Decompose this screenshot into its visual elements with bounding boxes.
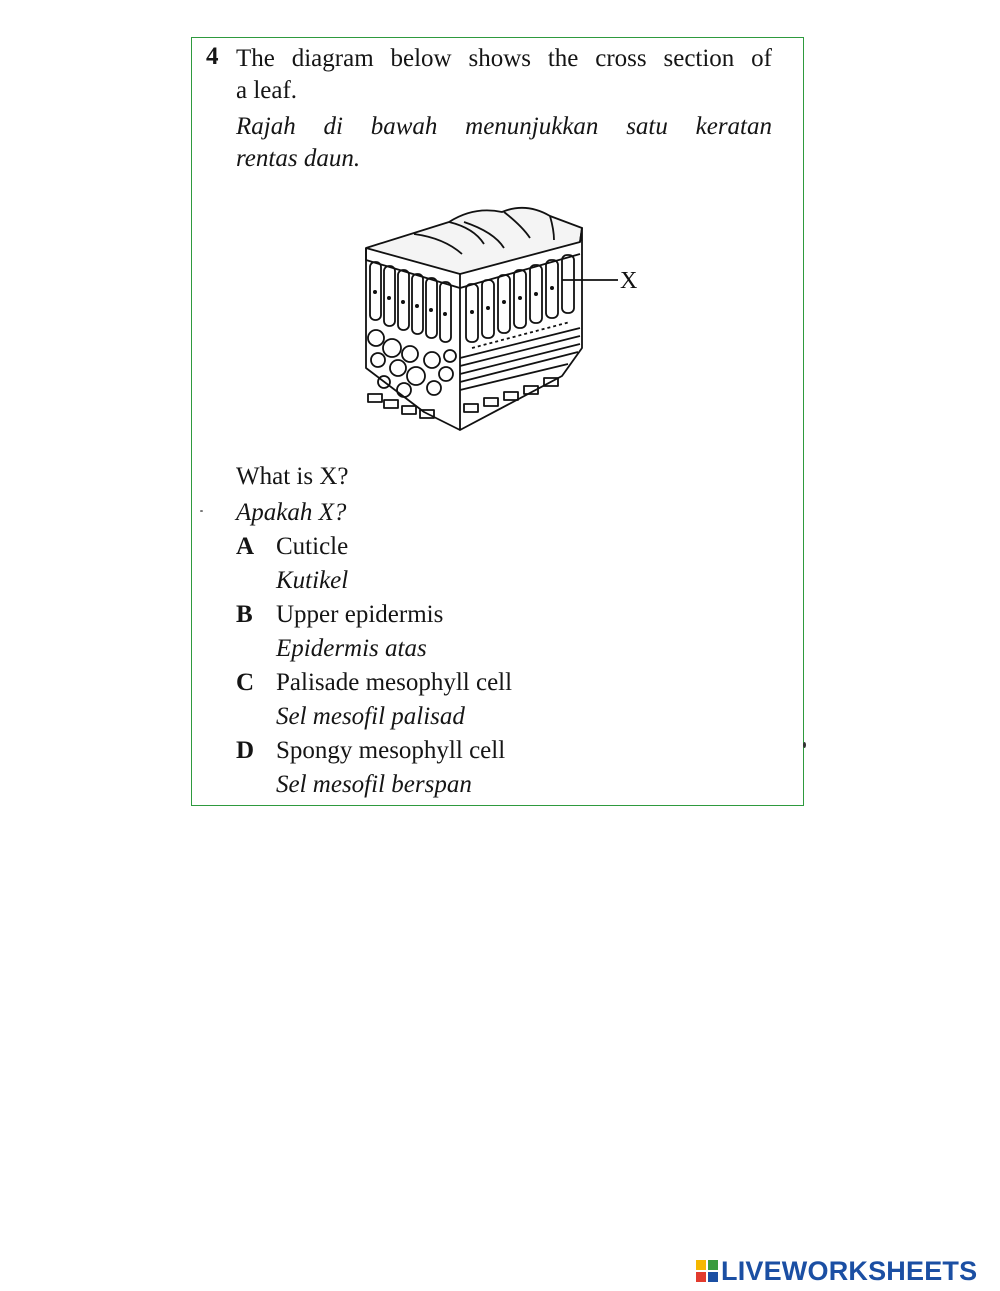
liveworksheets-logo[interactable] (696, 1255, 977, 1287)
question-stem-english (236, 43, 772, 107)
liveworksheets-wordmark: LIVEWORKSHEETS (721, 1255, 978, 1286)
question-stem-malay (236, 111, 772, 175)
option-d-text: Spongy mesophyll cell (276, 737, 506, 764)
option-c-text-malay: Sel mesofil palisad (276, 703, 465, 730)
spongy-mesophyll-cells (368, 330, 456, 397)
question-box (191, 37, 804, 806)
diagram-label-x: X (620, 268, 638, 294)
stem-ms-line-2: rentas daun. (236, 145, 361, 172)
option-c-letter: C (236, 669, 255, 696)
option-a-letter: A (236, 533, 255, 560)
stem-ms-line-1: Rajah di bawah menunjukkan satu keratan (236, 113, 772, 140)
option-a-text: Cuticle (276, 533, 349, 560)
stem-en-line-1: The diagram below shows the cross section of (236, 45, 772, 72)
option-d-letter: D (236, 737, 255, 764)
option-c-text: Palisade mesophyll cell (276, 669, 513, 696)
question-prompt-malay: Apakah X? (236, 499, 347, 526)
stem-en-line-2: a leaf. (236, 77, 298, 104)
scan-speck (803, 742, 806, 748)
leaf-cross-section-diagram (354, 198, 654, 438)
lower-epidermis-cells (368, 378, 558, 418)
liveworksheets-grid-icon (696, 1260, 718, 1282)
option-b-text-malay: Epidermis atas (276, 635, 427, 662)
option-b-text: Upper epidermis (276, 601, 444, 628)
option-d-text-malay: Sel mesofil berspan (276, 771, 472, 798)
scan-speck (200, 510, 203, 512)
option-a-text-malay: Kutikel (276, 567, 349, 594)
option-b-letter: B (236, 601, 253, 628)
question-prompt-english: What is X? (236, 463, 349, 490)
question-number: 4 (206, 43, 219, 70)
